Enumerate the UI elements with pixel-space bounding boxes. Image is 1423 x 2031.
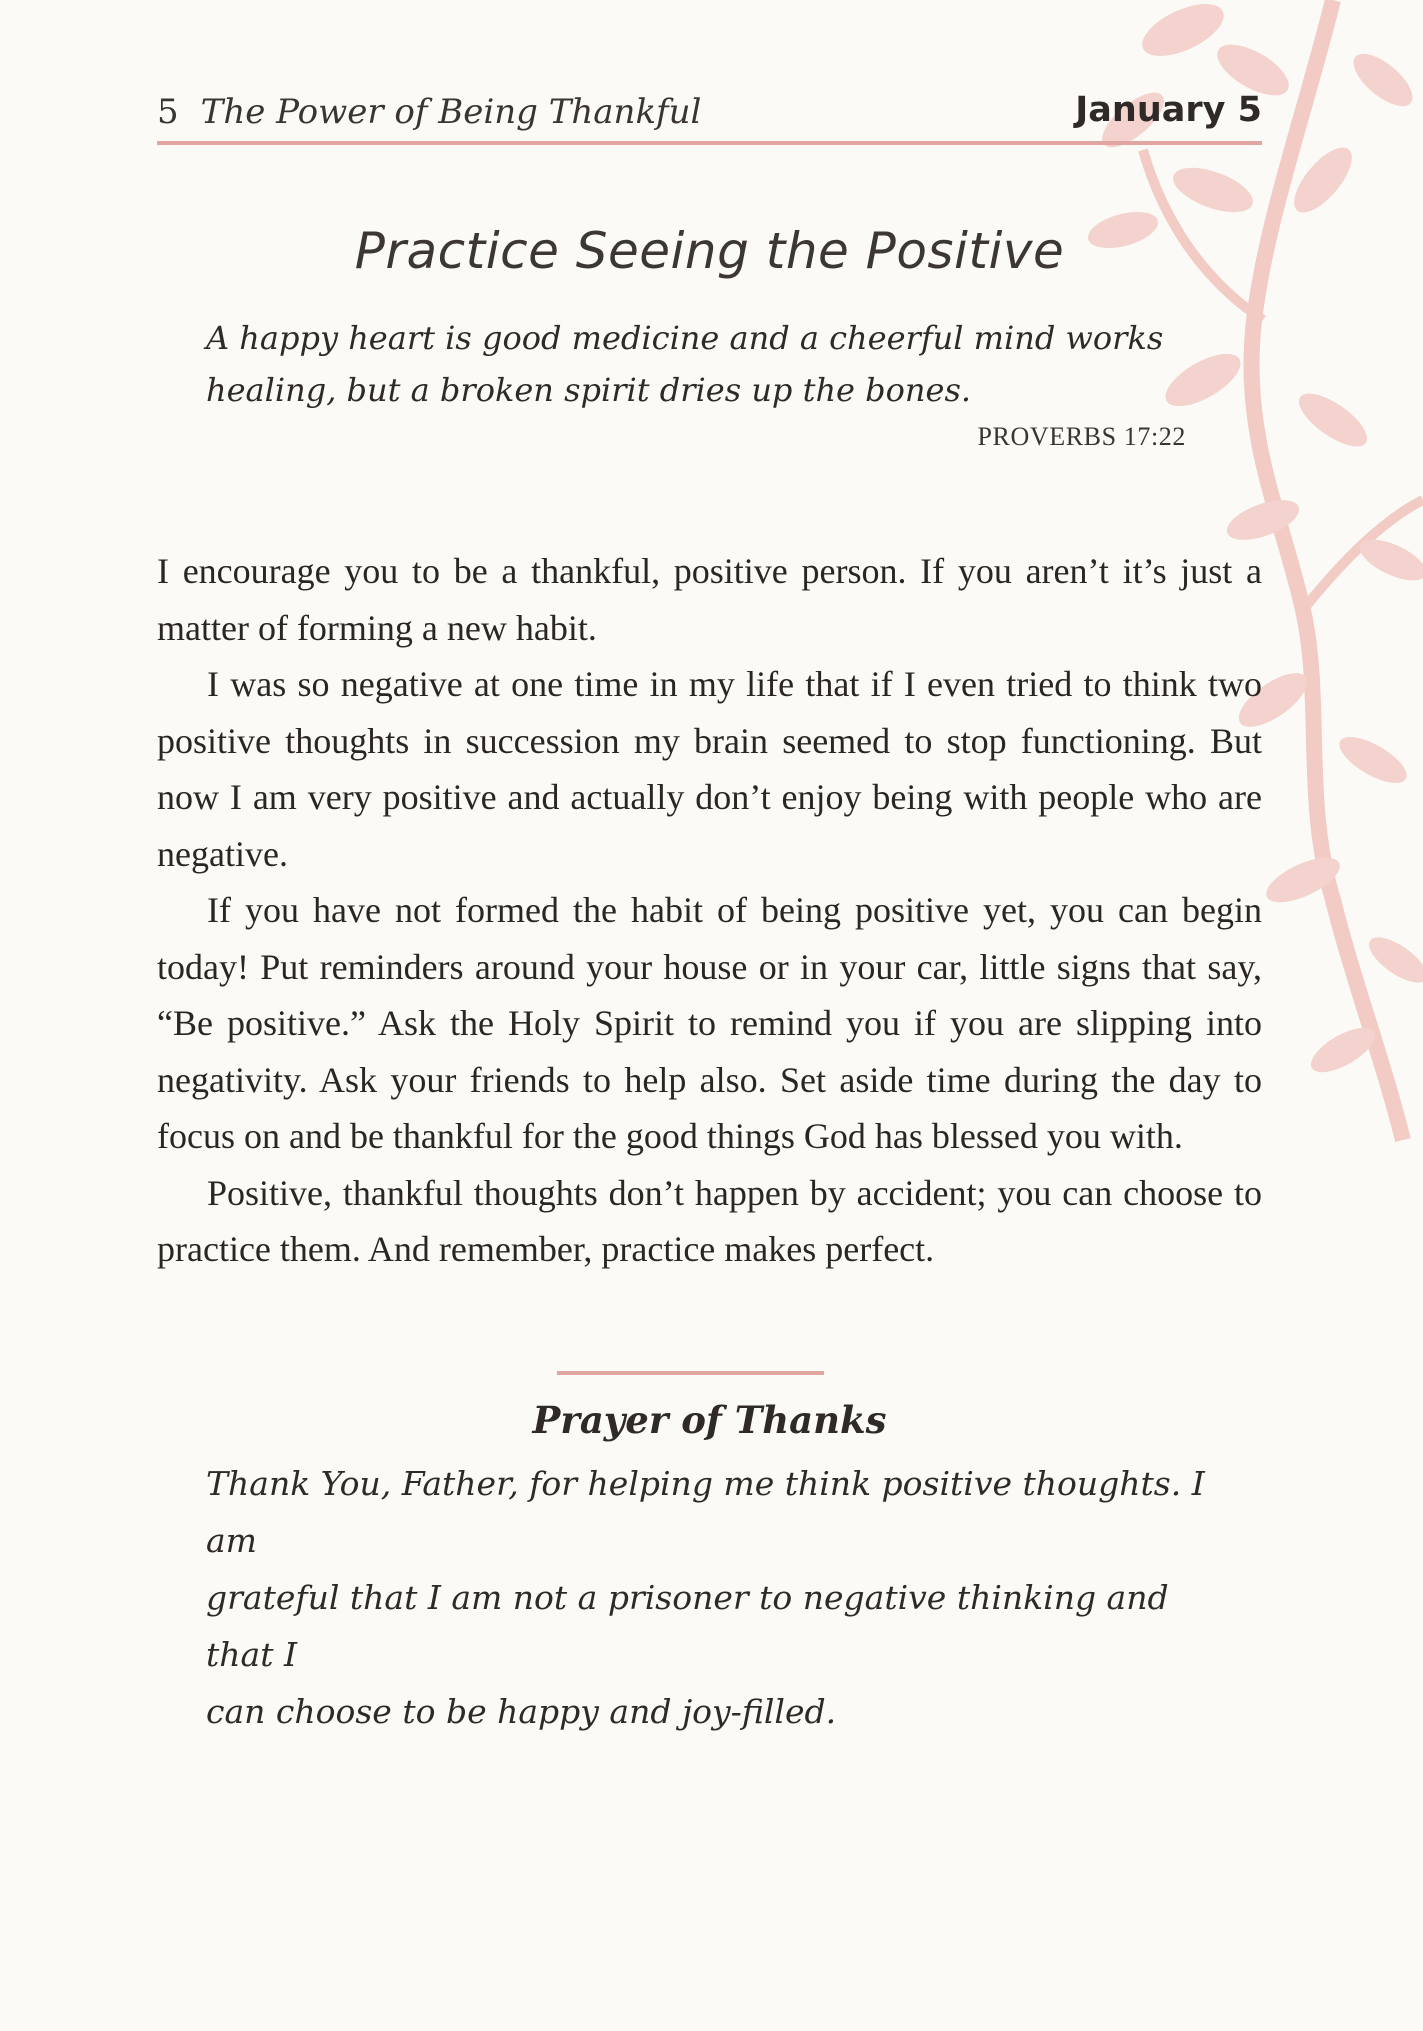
verse-line: A happy heart is good medicine and a cheerful mind works <box>206 319 1164 357</box>
prayer-title: Prayer of Thanks <box>532 1398 887 1442</box>
prayer-divider <box>557 1371 824 1375</box>
running-header <box>157 88 1262 144</box>
devotion-body <box>157 543 1262 1278</box>
page-number: 5 <box>157 92 179 132</box>
devotion-title: Practice Seeing the Positive <box>354 222 1065 280</box>
body-paragraph: I encourage you to be a thankful, positive person. If you aren’t it’s just a matter of forming a new habit. <box>157 551 1262 648</box>
verse-reference: PROVERBS 17:22 <box>977 422 1186 451</box>
verse-line: healing, but a broken spirit dries up the bones. <box>206 371 972 409</box>
header-left <box>157 92 701 132</box>
body-paragraph: Positive, thankful thoughts don’t happen by accident; you can choose to practice them. And remember, practice makes perfect. <box>157 1172 1262 1269</box>
header-date: January 5 <box>1075 90 1262 130</box>
scripture-verse <box>206 312 1196 416</box>
body-paragraph: If you have not formed the habit of being positive yet, you can begin today! Put reminders around your house or in your car, little signs that say, “Be positive.” Ask the Holy Spirit to remind you if you are slipping into negativity. Ask your friends to help also. Set aside time during the day to focus on and be thankful for the good things God has blessed you with. <box>157 890 1262 1156</box>
header-rule <box>157 141 1262 145</box>
prayer-line: Thank You, Father, for helping me think positive thoughts. I am <box>206 1464 1205 1560</box>
prayer-line: can choose to be happy and joy-filled. <box>206 1692 837 1731</box>
prayer-text <box>206 1455 1216 1740</box>
book-title: The Power of Being Thankful <box>200 92 702 132</box>
body-paragraph: I was so negative at one time in my life that if I even tried to think two positive thoughts in succession my brain seemed to stop functioning. But now I am very positive and actually don’t enjoy being with people who are negative. <box>157 664 1262 874</box>
prayer-line: grateful that I am not a prisoner to negative thinking and that I <box>206 1578 1169 1674</box>
